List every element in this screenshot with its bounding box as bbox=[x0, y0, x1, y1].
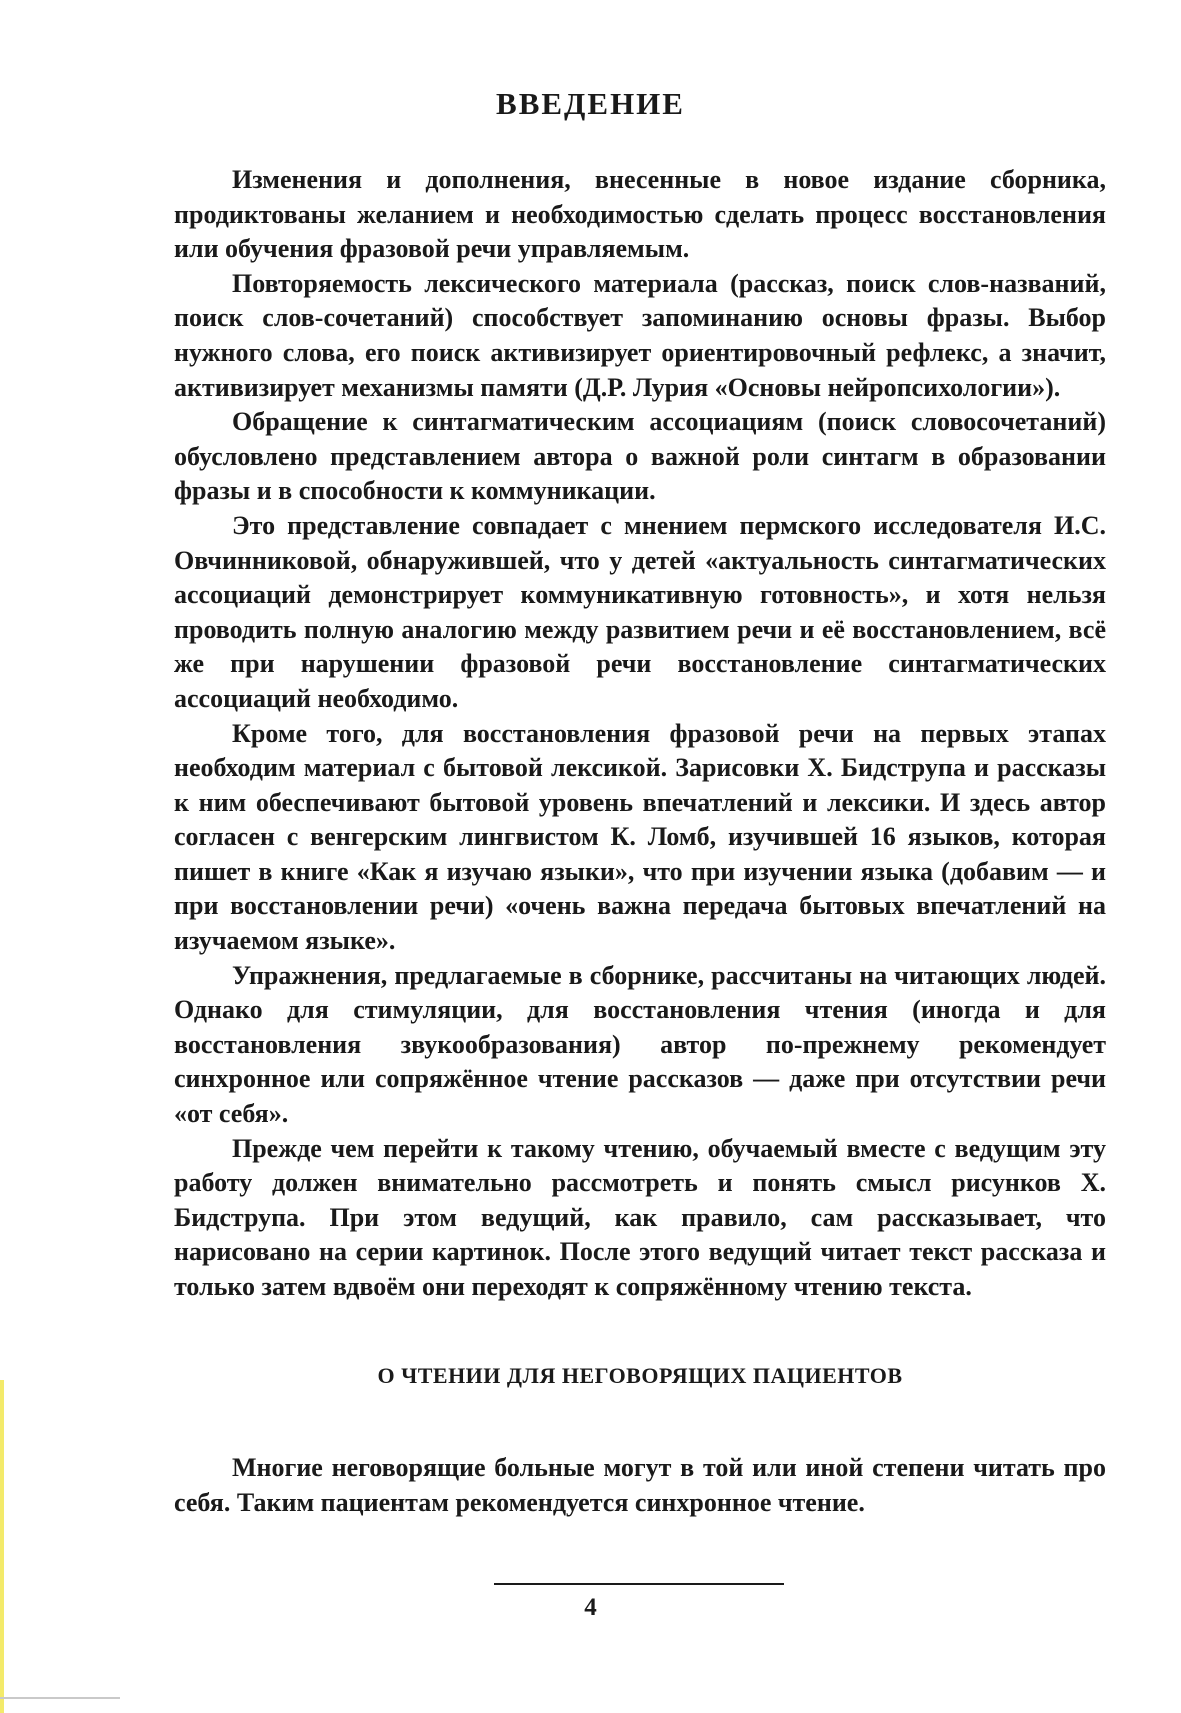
paragraph: Изменения и дополнения, внесенные в новое издание сборника, продиктованы желанием и необходимостью сделать процесс восстановления или обучения фразовой речи управляемым. bbox=[174, 165, 1106, 264]
section-paragraph: Многие неговорящие больные могут в той или иной степени читать про себя. Таким пациентам рекомендуется синхронное чтение. bbox=[174, 1453, 1106, 1517]
page-title: ВВЕДЕНИЕ bbox=[496, 86, 685, 121]
section-heading: О ЧТЕНИИ ДЛЯ НЕГОВОРЯЩИХ ПАЦИЕНТОВ bbox=[377, 1362, 903, 1388]
paragraph: Кроме того, для восстановления фразовой речи на первых этапах необходим материал с бытовой лексикой. Зарисовки Х. Бидструпа и рассказы к ним обеспечивают бытовой уровень впечатлений и лексики. И здесь автор согласен с венгерским лингвистом К. Ломб, изучившей 16 языков, которая пишет в книге «Как я изучаю языки», что при изучении языка (добавим — и при восстановлении речи) «очень важна передача бытовых впечатлений на изучаемом языке». bbox=[174, 718, 1106, 956]
paragraph: Это представление совпадает с мнением пермского исследователя И.С. Овчинниковой, обнаружившей, что у детей «актуальность синтагматических ассоциаций демонстрирует коммуникативную готовность», и хотя нельзя проводить полную аналогию между развитием речи и её восстановлением, всё же при нарушении фразовой речи восстановление синтагматических ассоциаций необходимо. bbox=[174, 510, 1106, 713]
paragraph: Обращение к синтагматическим ассоциациям (поиск словосочетаний) обусловлено представлением автора о важной роли синтагм в образовании фразы и в способности к коммуникации. bbox=[174, 407, 1106, 506]
scan-line-mark bbox=[0, 1697, 120, 1699]
scan-edge-mark bbox=[0, 1380, 4, 1713]
paragraph: Прежде чем перейти к такому чтению, обучаемый вместе с ведущим эту работу должен внимательно рассмотреть и понять смысл рисунков Х. Бидструпа. При этом ведущий, как правило, сам рассказывает, что нарисовано на серии картинок. После этого ведущий читает текст рассказа и только затем вдвоём они переходят к сопряжённому чтению текста. bbox=[174, 1133, 1106, 1301]
paragraph: Упражнения, предлагаемые в сборнике, рассчитаны на читающих людей. Однако для стимуляции, для восстановления чтения (иногда и для восстановления звукообразования) автор по-прежнему рекомендует синхронное или сопряжённое чтение рассказов — даже при отсутствии речи «от себя». bbox=[174, 960, 1106, 1129]
footer-rule bbox=[494, 1583, 784, 1585]
paragraph: Повторяемость лексического материала (рассказ, поиск слов-названий, поиск слов-сочетаний) способствует запоминанию основы фразы. Выбор нужного слова, его поиск активизирует ориентировочный рефлекс, а значит, активизирует механизмы памяти (Д.Р. Лурия «Основы нейропсихологии»). bbox=[174, 268, 1106, 402]
body-text bbox=[174, 163, 1106, 1520]
page-number: 4 bbox=[584, 1594, 597, 1621]
